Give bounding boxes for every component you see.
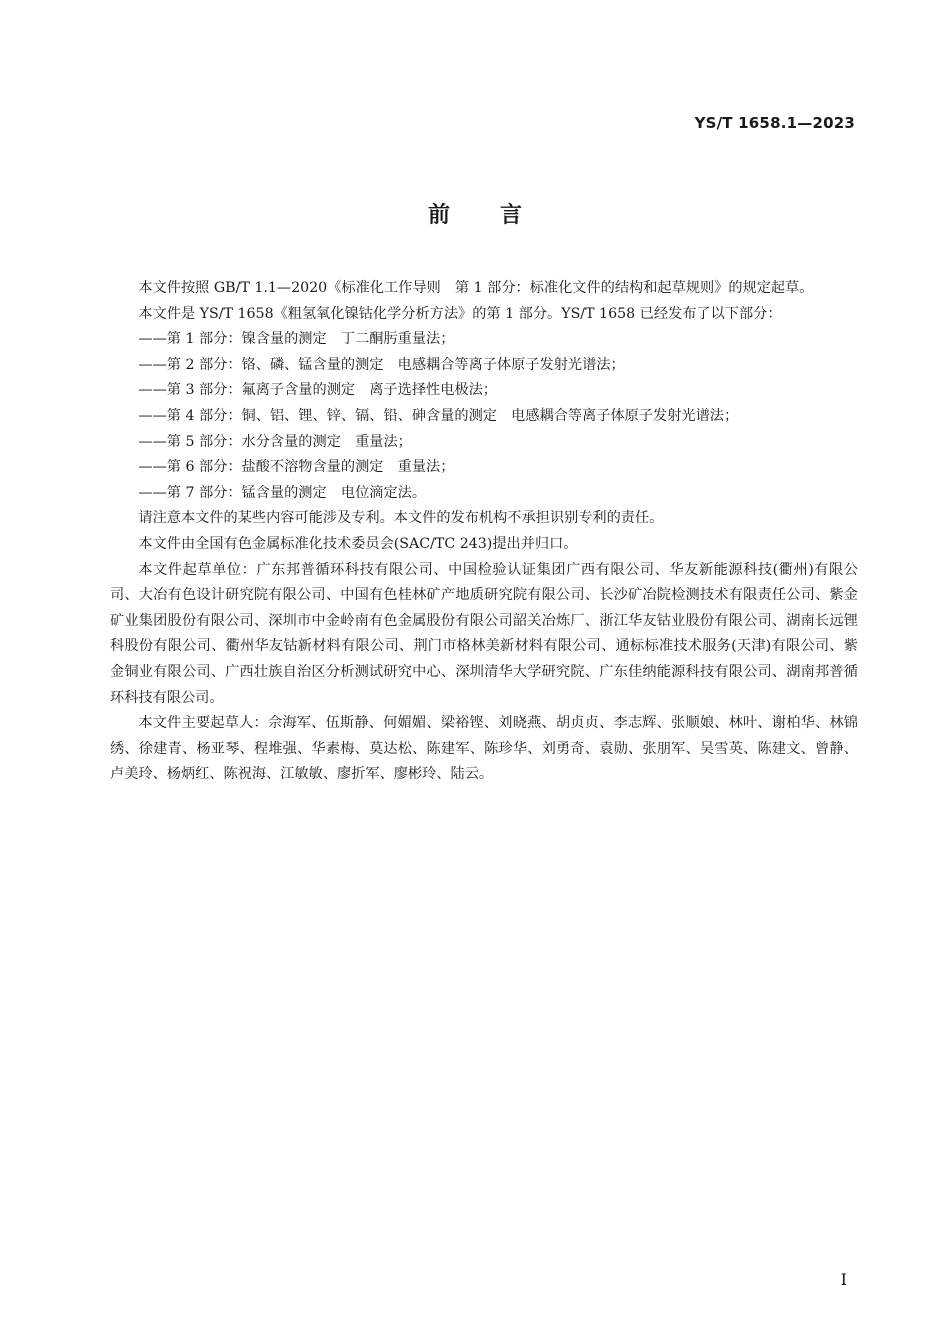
paragraph-patent-notice: 请注意本文件的某些内容可能涉及专利。本文件的发布机构不承担识别专利的责任。 — [138, 510, 664, 527]
paragraph-drafting-units: 本文件起草单位：广东邦普循环科技有限公司、中国检验认证集团广西有限公司、华友新能源科技(衢州)有限公司、大冶有色设计研究院有限公司、中国有色桂林矿产地质研究院有限公司、长沙矿冶院检测技术有限责任公司、紫金矿业集团股份有限公司、深圳市中金岭南有色金属股份有限公司韶关冶炼厂、浙江华友钴业股份有限公司、湖南长远锂科股份有限公司、衢州华友钴新材料有限公司、荆门市格林美新材料有限公司、通标标准技术服务(天津)有限公司、紫金铜业有限公司、广西壮族自治区分析测试研究中心、深圳清华大学研究院、广东佳纳能源科技有限公司、湖南邦普循环科技有限公司。 — [110, 561, 858, 706]
paragraph-committee: 本文件由全国有色金属标准化技术委员会(SAC/TC 243)提出并归口。 — [138, 535, 578, 552]
part-list-item: ——第 6 部分：盐酸不溶物含量的测定 重量法； — [138, 459, 455, 476]
paragraph-drafting-rules: 本文件按照 GB/T 1.1—2020《标准化工作导则 第 1 部分：标准化文件的结构和起草规则》的规定起草。 — [138, 280, 814, 296]
part-list-item: ——第 1 部分：镍含量的测定 丁二酮肟重量法； — [138, 331, 455, 348]
page-number: I — [840, 1270, 847, 1289]
standard-code: YS/T 1658.1—2023 — [694, 114, 855, 132]
part-list-item: ——第 3 部分：氟离子含量的测定 离子选择性电极法； — [138, 382, 497, 399]
page-title: 前言 — [427, 203, 572, 228]
part-list-item: ——第 5 部分：水分含量的测定 重量法； — [138, 433, 412, 450]
paragraph-drafters: 本文件主要起草人：佘海军、伍斯静、何媚媚、梁裕铿、刘晓燕、胡贞贞、李志辉、张顺娘、林叶、谢柏华、林锦绣、徐建青、杨亚琴、程堆强、华素梅、莫达松、陈建军、陈珍华、刘勇奇、袁勋、张朋军、吴雪英、陈建文、曾静、卢美玲、杨炳红、陈祝海、江敏敏、廖折军、廖彬玲、陆云。 — [110, 715, 858, 783]
paragraph-series-intro: 本文件是 YS/T 1658《粗氢氧化镍钴化学分析方法》的第 1 部分。YS/T 1658 已经发布了以下部分： — [138, 305, 782, 322]
part-list-item: ——第 2 部分：铬、磷、锰含量的测定 电感耦合等离子体原子发射光谱法； — [138, 356, 625, 373]
part-list-item: ——第 4 部分：铜、铝、锂、锌、镉、铅、砷含量的测定 电感耦合等离子体原子发射光谱法； — [138, 407, 739, 424]
part-list-item: ——第 7 部分：锰含量的测定 电位滴定法。 — [138, 484, 427, 501]
foreword-body — [110, 276, 858, 788]
